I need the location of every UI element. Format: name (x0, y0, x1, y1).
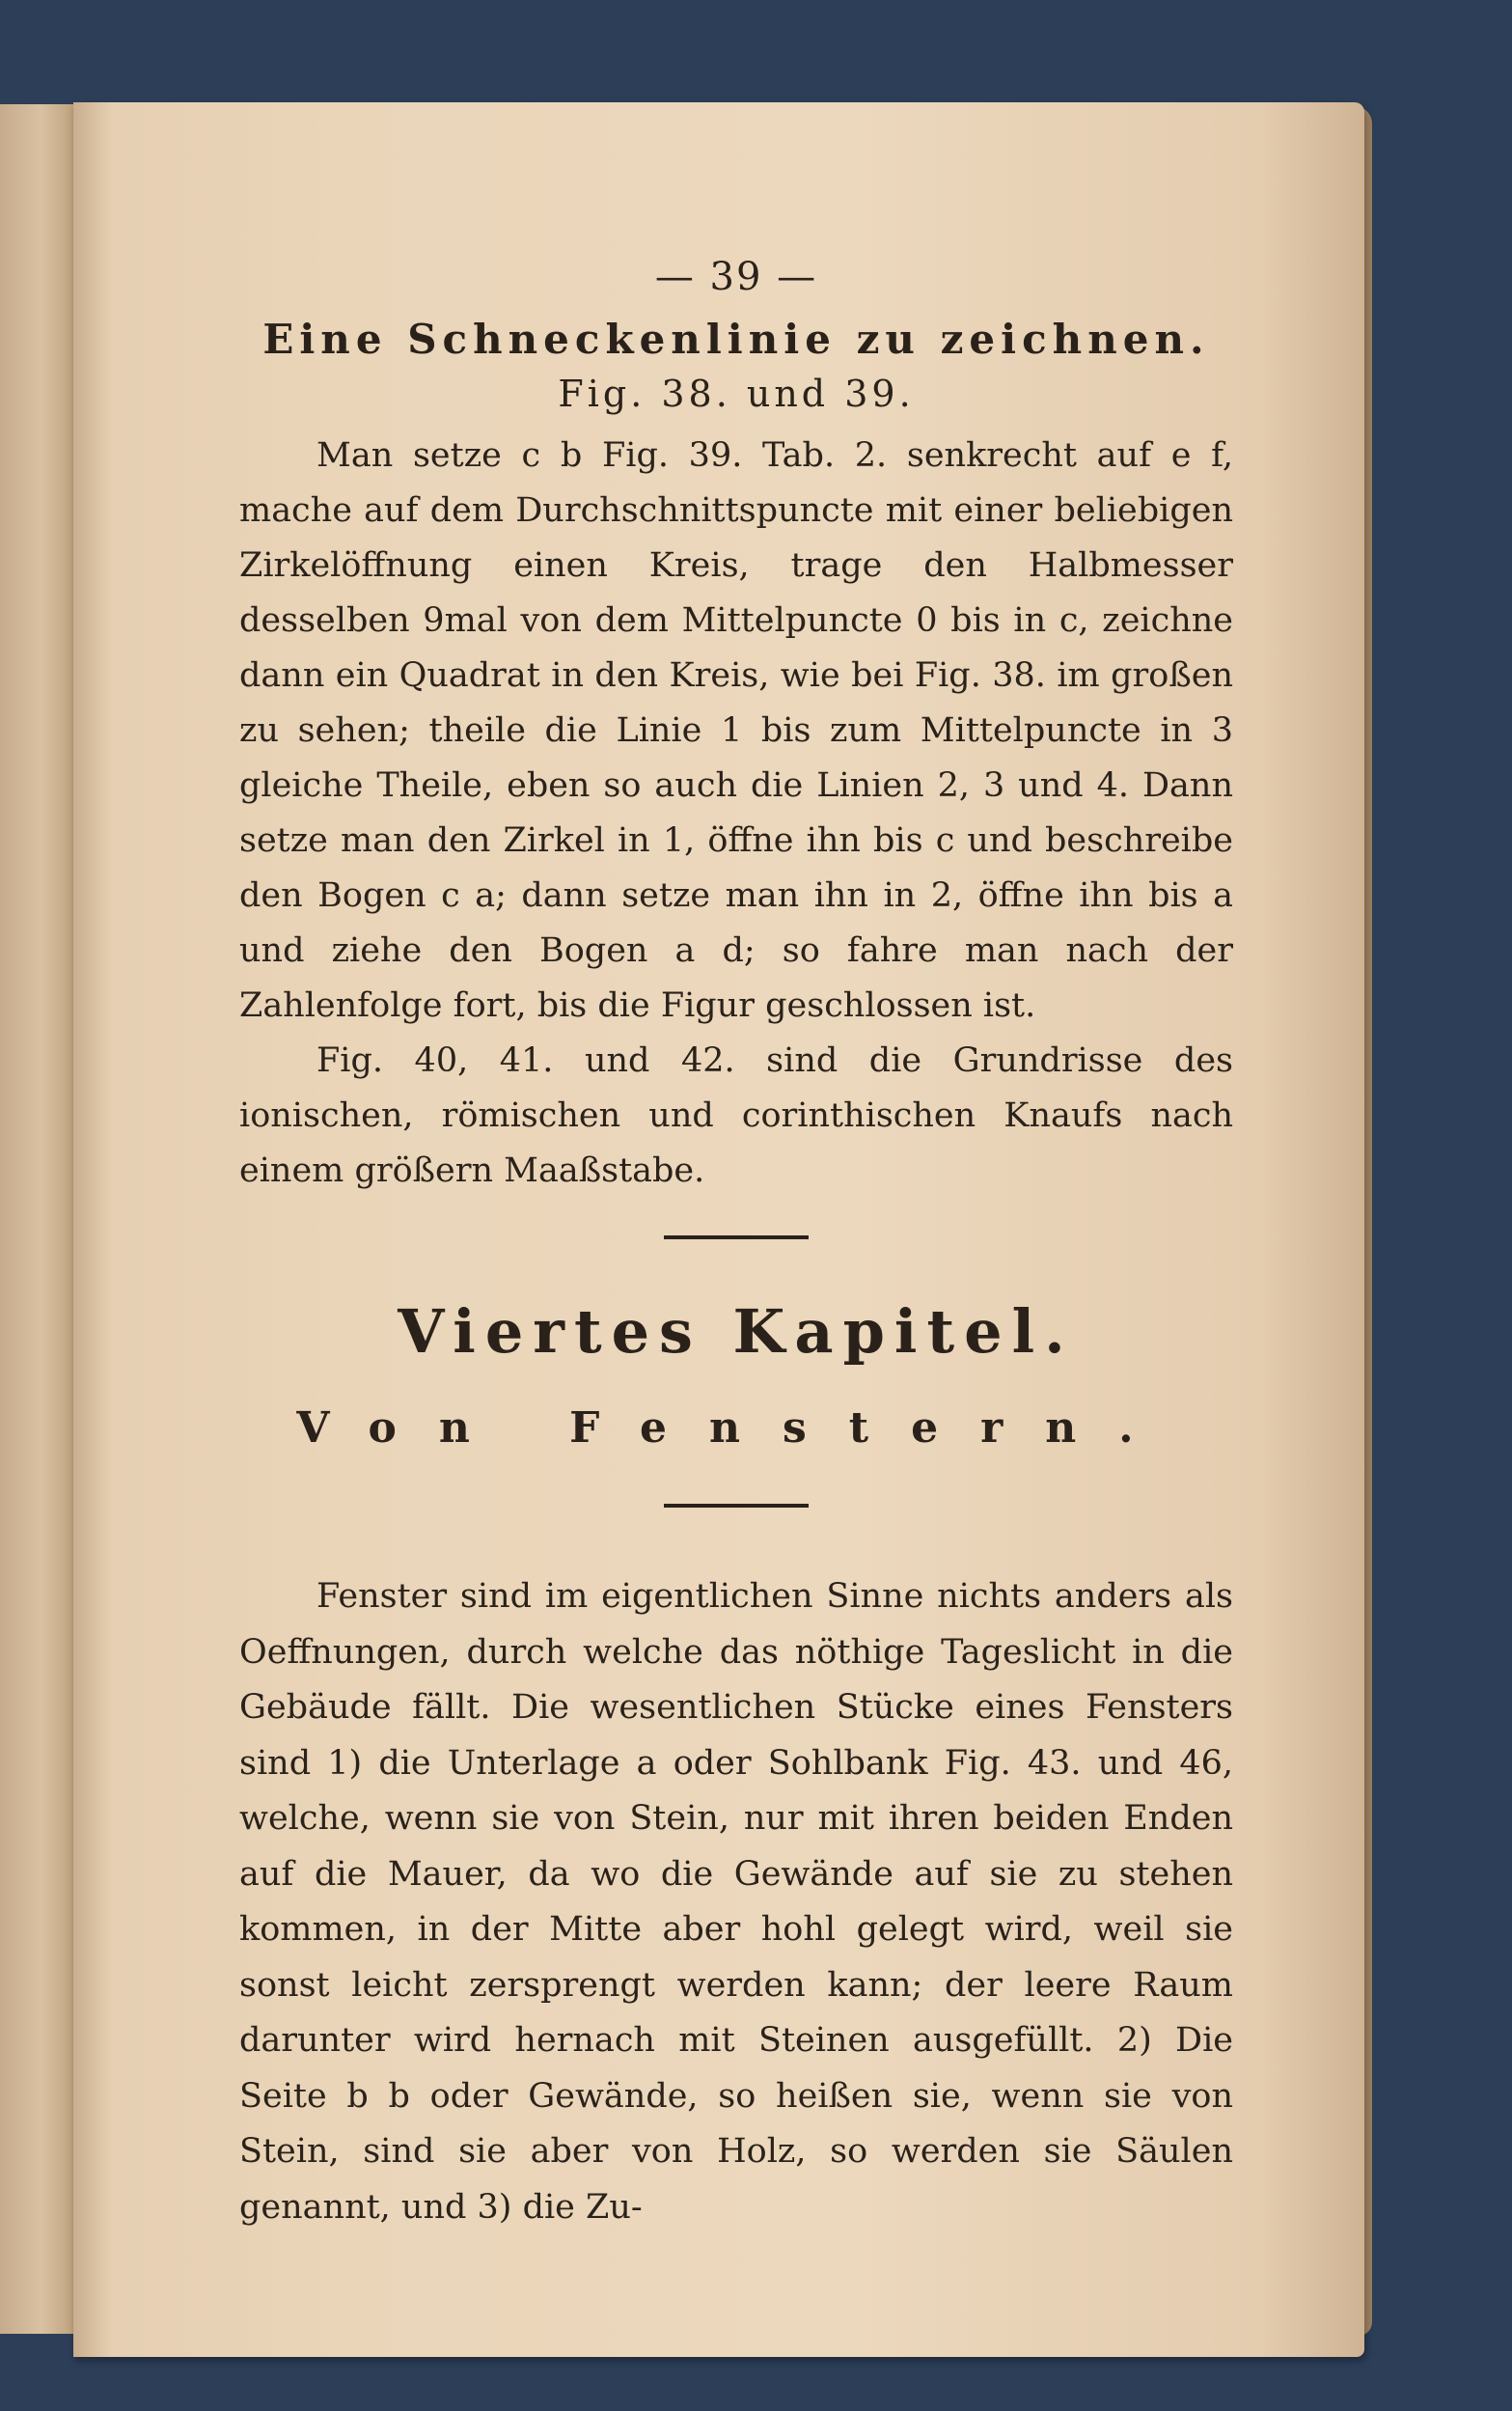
section-paragraph-2: Fig. 40, 41. und 42. sind die Grundrisse des ionischen, römischen und corinthischen Knaufs nach einem größern Maaßstabe. (239, 1041, 1233, 1190)
section-subheading: Fig. 38. und 39. (558, 373, 915, 415)
section-heading: Eine Schneckenlinie zu zeichnen. (262, 316, 1210, 363)
chapter-title: Viertes Kapitel. (398, 1296, 1075, 1367)
chapter-paragraph: Fenster sind im eigentlichen Sinne nichts anders als Oeffnungen, durch welche das nöthige Tageslicht in die Gebäude fällt. Die wesentlichen Stücke eines Fensters sind 1) die Unterlage a oder Sohlbank Fig. 43. und 46, welche, wenn sie von Stein, nur mit ihren beiden Enden auf die Mauer, da wo die Gewände auf sie zu stehen kommen, in der Mitte aber hohl gelegt wird, weil sie sonst leicht zersprengt werden kann; der leere Raum darunter wird hernach mit Steinen ausgefüllt. 2) Die Seite b b oder Gewände, so heißen sie, wenn sie von Stein, sind sie aber von Holz, so werden sie Säulen genannt, und 3) die Zu- (239, 1577, 1233, 2227)
page-text (239, 253, 1233, 2235)
divider-rule (664, 1504, 809, 1508)
page-number: — 39 — (654, 255, 818, 299)
chapter-subtitle: Von Fenstern. (296, 1403, 1176, 1453)
section-paragraph-1: Man setze c b Fig. 39. Tab. 2. senkrecht auf e f, mache auf dem Durchschnittspuncte mit einer beliebigen Zirkelöffnung einen Kreis, trage den Halbmesser desselben 9mal von dem Mittelpuncte 0 bis in c, zeichne dann ein Quadrat in den Kreis, wie bei Fig. 38. im großen zu sehen; theile die Linie 1 bis zum Mittelpuncte in 3 gleiche Theile, eben so auch die Linien 2, 3 und 4. Dann setze man den Zirkel in 1, öffne ihn bis c und beschreibe den Bogen c a; dann setze man ihn in 2, öffne ihn bis a und ziehe den Bogen a d; so fahre man nach der Zahlenfolge fort, bis die Figur geschlossen ist. (239, 436, 1233, 1025)
left-page-edge (0, 104, 77, 2334)
divider-rule (664, 1235, 809, 1239)
